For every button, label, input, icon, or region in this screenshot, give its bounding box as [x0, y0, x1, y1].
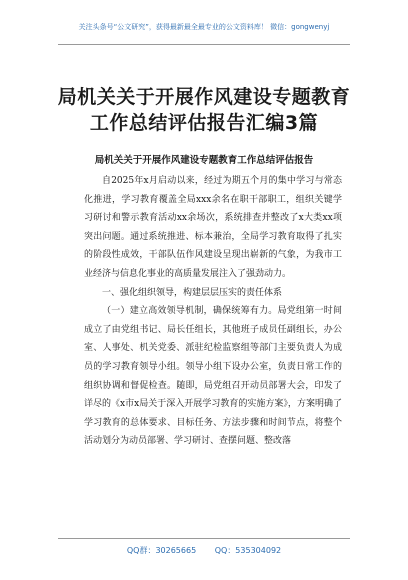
subsection-paragraph: （一）建立高效领导机制，确保统筹有力。局党组第一时间成立了由党组书记、局长任组长，其他班子成员任副组长，办公室、人事处、机关党委、派驻纪检监察组等部门主要负责人为成员的学习教育领导小组。领导小组下设办公室，负责日常工作的组织协调和督促检查。随即，局党组召开动员部署大会，印发了详尽的《x市x局关于深入开展学习教育的实施方案》，方案明确了学习教育的总体要求、目标任务、方法步骤和时间节点，将整个活动划分为动员部署、学习研讨、查摆问题、整改落: [84, 306, 342, 447]
section-heading: 一、强化组织领导，构建层层压实的责任体系: [102, 287, 283, 298]
document-subtitle: 局机关关于开展作风建设专题教育工作总结评估报告: [94, 155, 314, 166]
header-note: 关注头条号“公文研究”，获得最新最全最专业的公文资料库！ 微信：gongwenyj: [78, 23, 330, 31]
header-divider: [58, 44, 350, 45]
footer-qq: QQ：535304092: [214, 546, 282, 555]
footer-note: [0, 545, 408, 556]
document-title: 局机关关于开展作风建设专题教育工作总结评估报告汇编3篇: [57, 86, 351, 134]
footer-divider: [58, 538, 350, 539]
footer-qq-group: QQ群：30265665: [126, 546, 197, 555]
intro-paragraph: 自2025年x月启动以来，经过为期五个月的集中学习与常态化推进，学习教育覆盖全局xxx余名在职干部职工，组织关键学习研讨和警示教育活动xx余场次，系统排查并整改了x大类xx项突出问题。通过系统推进、标本兼治，全局学习教育取得了扎实的阶段性成效，干部队伍作风建设呈现出崭新的气象，为我市工业经济与信息化事业的高质量发展注入了强劲动力。: [84, 176, 342, 279]
document-body: [84, 172, 342, 451]
